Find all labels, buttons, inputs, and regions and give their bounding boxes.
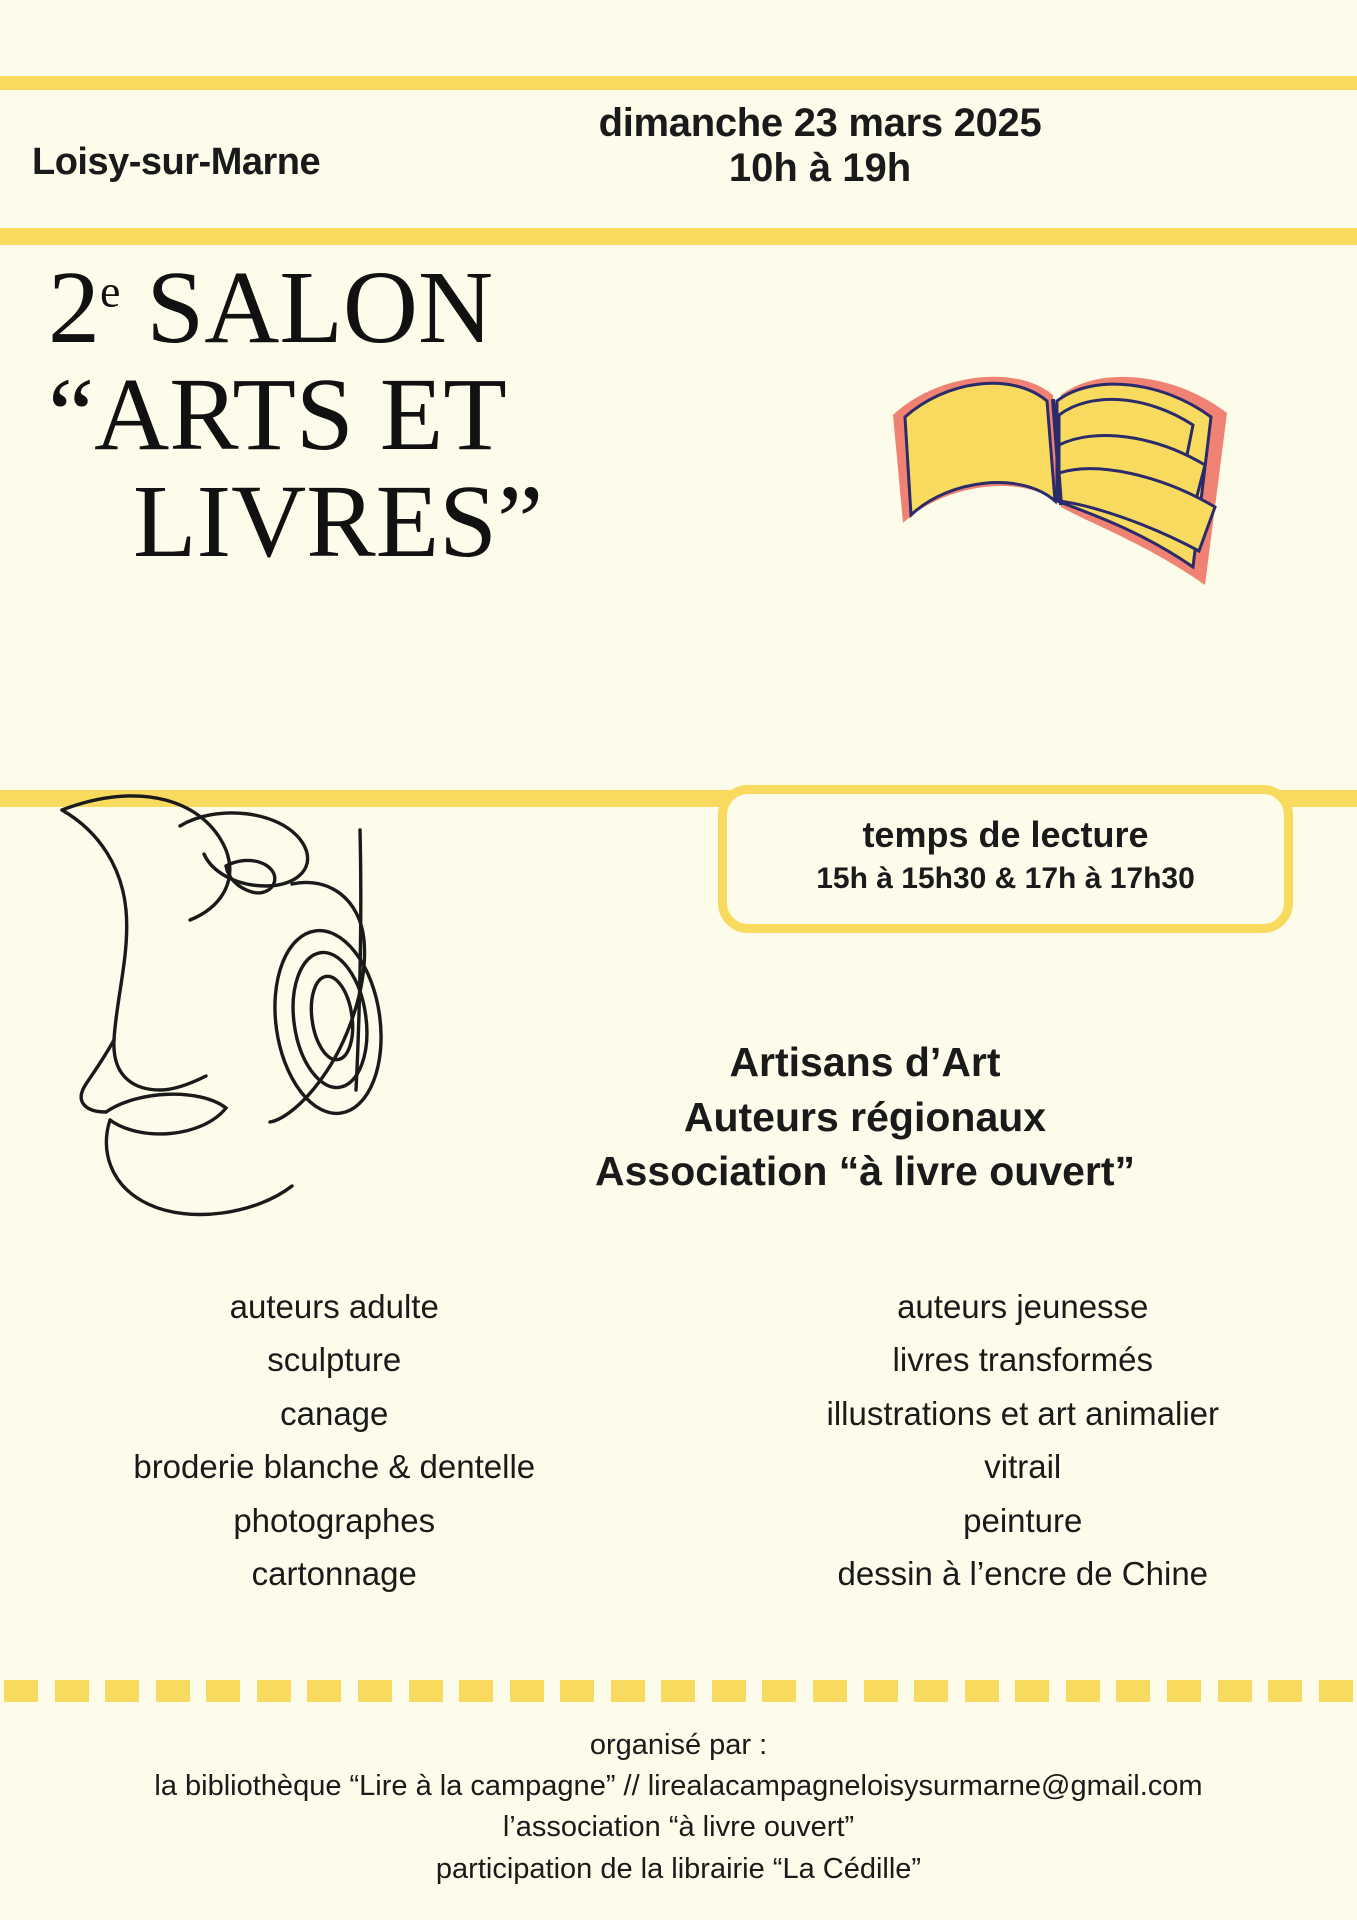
dash-segment [1167,1680,1201,1702]
dash-segment [105,1680,139,1702]
dash-segment [206,1680,240,1702]
edition-suffix: e [100,265,121,317]
reading-time-slots: 15h à 15h30 & 17h à 17h30 [816,862,1195,895]
list-item: cartonnage [251,1555,417,1593]
dash-segment [510,1680,544,1702]
divider-under-header [0,228,1357,245]
list-item: auteurs adulte [229,1288,439,1325]
reading-time-title: temps de lecture [862,814,1149,855]
dash-segment [914,1680,948,1702]
list-item: peinture [963,1501,1083,1539]
list-item: illustrations et art animalier [826,1394,1219,1432]
event-date-block [470,101,1170,191]
list-item: livres transformés [892,1341,1153,1379]
dash-segment [459,1680,493,1702]
heading-association: Association “à livre ouvert” [594,1148,1135,1195]
dash-segment [307,1680,341,1702]
dash-segment [1218,1680,1252,1702]
dash-segment [965,1680,999,1702]
dash-segment [813,1680,847,1702]
dash-segment [864,1680,898,1702]
list-item: broderie blanche & dentelle [133,1448,536,1486]
list-item: sculpture [267,1341,402,1379]
footer-library-contact: la bibliothèque “Lire à la campagne” // lirealacampagneloisysurmarne@gmail.com [154,1770,1203,1803]
categories-column-left [0,1280,689,1601]
open-book-icon [875,355,1255,645]
poster-header [0,95,1357,225]
title-line-1 [48,250,768,365]
list-item: dessin à l’encre de Chine [837,1555,1209,1593]
dash-segment [55,1680,89,1702]
dash-segment [1116,1680,1150,1702]
edition-number: 2 [48,250,100,365]
dash-segment [4,1680,38,1702]
dash-segment [1268,1680,1302,1702]
event-hours: 10h à 19h [728,145,912,190]
poster-footer [0,1725,1357,1890]
list-item: auteurs jeunesse [897,1288,1149,1325]
dash-segment [358,1680,392,1702]
title-line-2: “ARTS ET [48,356,507,472]
dash-segment [1015,1680,1049,1702]
title-line-3: LIVRES” [133,463,544,579]
reading-time-badge [718,785,1293,933]
dashed-divider [0,1680,1357,1702]
list-item: vitrail [984,1448,1062,1486]
dash-segment [1319,1680,1353,1702]
categories-lists [0,1280,1357,1601]
event-date: dimanche 23 mars 2025 [598,101,1042,145]
page-title [48,250,768,579]
dash-segment [156,1680,190,1702]
dash-segment [560,1680,594,1702]
footer-organizer-label: organisé par : [589,1729,768,1761]
dash-segment [762,1680,796,1702]
categories-column-right [689,1280,1357,1601]
dash-segment [257,1680,291,1702]
list-item: photographes [233,1501,436,1539]
divider-top [0,76,1357,90]
dash-segment [661,1680,695,1702]
dash-segment [611,1680,645,1702]
footer-bookshop: participation de la librairie “La Cédille” [435,1852,922,1885]
city-name: Loisy-sur-Marne [32,141,321,183]
list-item: canage [280,1394,389,1432]
participant-headings [400,1035,1330,1199]
heading-artisans: Artisans d’Art [729,1039,1001,1085]
heading-auteurs: Auteurs régionaux [683,1093,1047,1140]
dash-segment [712,1680,746,1702]
title-salon-word: SALON [146,250,494,365]
footer-association: l’association “à livre ouvert” [502,1811,855,1844]
dash-segment [1066,1680,1100,1702]
dash-segment [409,1680,443,1702]
